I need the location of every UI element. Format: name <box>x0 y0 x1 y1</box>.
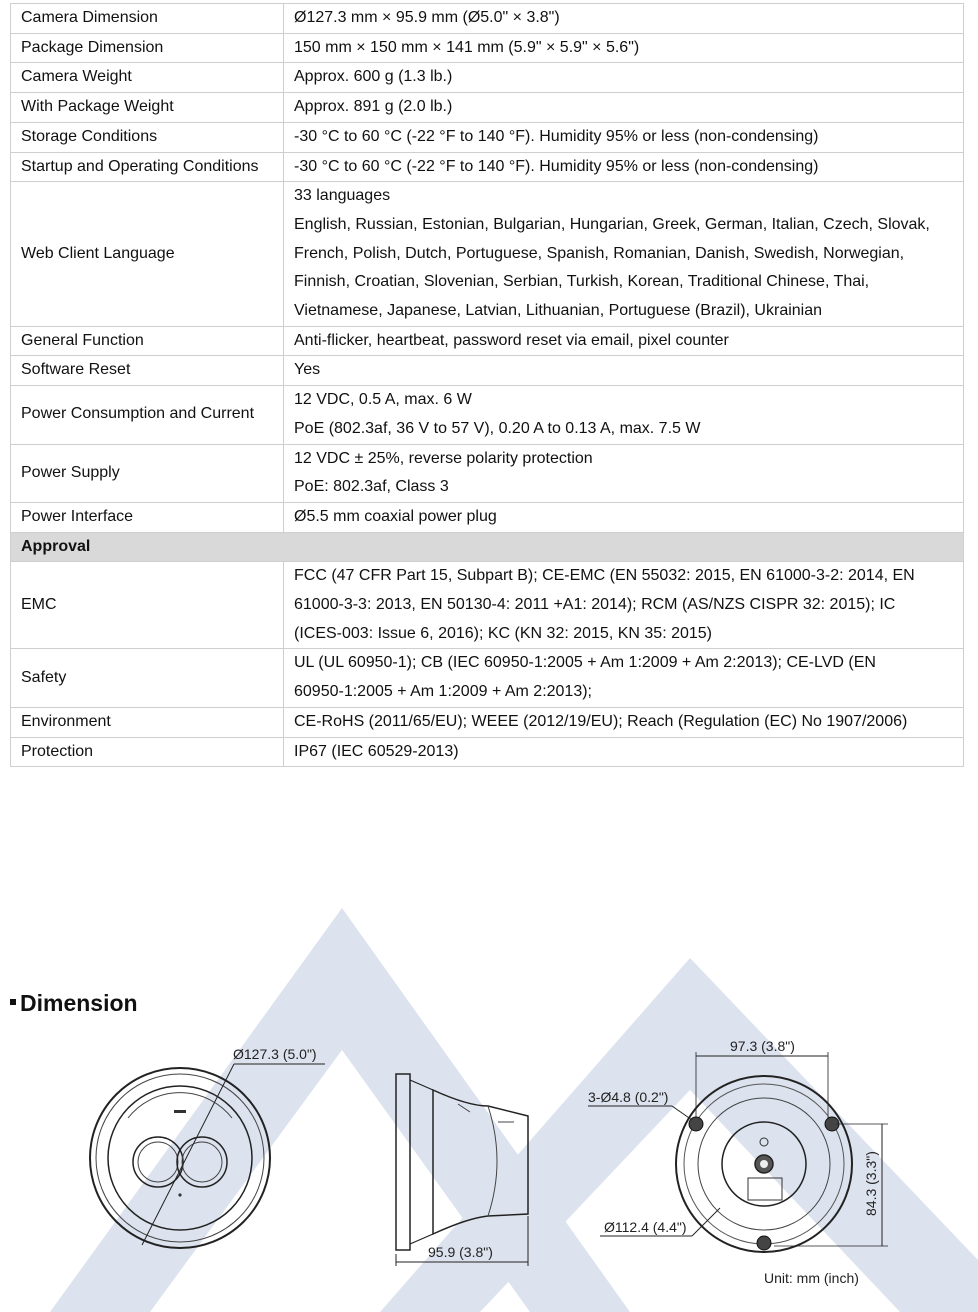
spec-row <box>11 737 964 767</box>
spec-label: Environment <box>11 707 284 737</box>
spec-value-line: 33 languages <box>294 187 391 205</box>
spec-label: Camera Dimension <box>11 4 284 34</box>
spec-value-line: Ø5.5 mm coaxial power plug <box>294 507 497 525</box>
spec-row <box>11 562 964 649</box>
base-spacing-label: 97.3 (3.8") <box>730 1038 795 1054</box>
spec-value-line: -30 °C to 60 °C (-22 °F to 140 °F). Humidity 95% or less (non-condensing) <box>294 157 819 175</box>
spec-row <box>11 122 964 152</box>
spec-label: Web Client Language <box>11 182 284 327</box>
spec-value <box>284 33 964 63</box>
spec-label: Storage Conditions <box>11 122 284 152</box>
spec-label: EMC <box>11 562 284 649</box>
spec-value-line: 12 VDC, 0.5 A, max. 6 W <box>294 391 472 409</box>
spec-value-line: 150 mm × 150 mm × 141 mm (5.9" × 5.9" × 5.6") <box>294 38 640 56</box>
section-heading: Approval <box>11 532 964 562</box>
spec-value-line: 61000-3-3: 2013, EN 50130-4: 2011 +A1: 2014); RCM (AS/NZS CISPR 32: 2015); IC <box>294 596 896 614</box>
spec-value-line: Ø127.3 mm × 95.9 mm (Ø5.0" × 3.8") <box>294 9 560 26</box>
spec-value <box>284 707 964 737</box>
spec-value <box>284 562 964 649</box>
spec-value-line: (ICES-003: Issue 6, 2016); KC (KN 32: 2015, KN 35: 2015) <box>294 624 712 642</box>
side-depth-label: 95.9 (3.8") <box>428 1244 493 1260</box>
spec-row <box>11 63 964 93</box>
spec-value <box>284 356 964 386</box>
spec-value <box>284 737 964 767</box>
spec-value-line: Approx. 600 g (1.3 lb.) <box>294 68 453 86</box>
spec-value-line: PoE: 802.3af, Class 3 <box>294 478 449 496</box>
dimension-heading <box>10 990 138 1017</box>
base-view-drawing <box>580 1036 900 1266</box>
spec-label: Power Interface <box>11 502 284 532</box>
dimension-title-text: Dimension <box>20 990 138 1016</box>
spec-row <box>11 649 964 707</box>
spec-value-line: CE-RoHS (2011/65/EU); WEEE (2012/19/EU); Reach (Regulation (EC) No 1907/2006) <box>294 712 908 730</box>
spec-row <box>11 444 964 502</box>
spec-value <box>284 649 964 707</box>
spec-value <box>284 182 964 327</box>
spec-value <box>284 4 964 34</box>
spec-label: General Function <box>11 326 284 356</box>
base-holes-label: 3-Ø4.8 (0.2") <box>588 1089 669 1105</box>
spec-value <box>284 386 964 444</box>
spec-value-line: Yes <box>294 361 321 379</box>
spec-value <box>284 122 964 152</box>
spec-label: Package Dimension <box>11 33 284 63</box>
spec-value-line: Approx. 891 g (2.0 lb.) <box>294 98 453 116</box>
spec-value <box>284 152 964 182</box>
spec-value <box>284 502 964 532</box>
spec-value-line: French, Polish, Dutch, Portuguese, Spanish, Romanian, Danish, Swedish, Norwegian, <box>294 244 905 262</box>
spec-label: Protection <box>11 737 284 767</box>
spec-row <box>11 93 964 123</box>
square-bullet-icon <box>10 999 16 1005</box>
spec-value-line: IP67 (IEC 60529-2013) <box>294 742 459 760</box>
spec-value-line: UL (UL 60950-1); CB (IEC 60950-1:2005 + Am 1:2009 + Am 2:2013); CE-LVD (EN <box>294 654 876 672</box>
spec-value <box>284 326 964 356</box>
spec-label: Power Supply <box>11 444 284 502</box>
spec-value-line: Vietnamese, Japanese, Latvian, Lithuanian, Portuguese (Brazil), Ukrainian <box>294 302 823 320</box>
spec-table <box>10 3 964 767</box>
side-view-drawing <box>388 1066 548 1276</box>
spec-row <box>11 152 964 182</box>
spec-value-line: PoE (802.3af, 36 V to 57 V), 0.20 A to 0.13 A, max. 7.5 W <box>294 419 701 437</box>
spec-row <box>11 4 964 34</box>
spec-row <box>11 386 964 444</box>
unit-note: Unit: mm (inch) <box>764 1270 859 1286</box>
spec-value-line: 60950-1:2005 + Am 1:2009 + Am 2:2013); <box>294 683 592 701</box>
spec-label: Safety <box>11 649 284 707</box>
base-diameter-label: Ø112.4 (4.4") <box>604 1219 687 1235</box>
spec-row <box>11 182 964 327</box>
spec-value-line: -30 °C to 60 °C (-22 °F to 140 °F). Humidity 95% or less (non-condensing) <box>294 127 819 145</box>
spec-label: Software Reset <box>11 356 284 386</box>
spec-value <box>284 63 964 93</box>
spec-value <box>284 444 964 502</box>
spec-row <box>11 33 964 63</box>
spec-value-line: 12 VDC ± 25%, reverse polarity protection <box>294 449 593 467</box>
section-row-approval <box>11 532 964 562</box>
spec-row <box>11 356 964 386</box>
spec-label: Startup and Operating Conditions <box>11 152 284 182</box>
spec-value <box>284 93 964 123</box>
spec-value-line: English, Russian, Estonian, Bulgarian, Hungarian, Greek, German, Italian, Czech, Slovak, <box>294 215 930 233</box>
spec-row <box>11 326 964 356</box>
spec-label: Power Consumption and Current <box>11 386 284 444</box>
spec-value-line: Anti-flicker, heartbeat, password reset via email, pixel counter <box>294 331 729 349</box>
spec-value-line: FCC (47 CFR Part 15, Subpart B); CE-EMC (EN 55032: 2015, EN 61000-3-2: 2014, EN <box>294 567 915 585</box>
spec-value-line: Finnish, Croatian, Slovenian, Serbian, Turkish, Korean, Traditional Chinese, Thai, <box>294 273 870 291</box>
base-height-label: 84.3 (3.3") <box>863 1151 879 1216</box>
front-diameter-label: Ø127.3 (5.0") <box>233 1046 317 1062</box>
front-view-drawing <box>80 1040 317 1250</box>
spec-label: With Package Weight <box>11 93 284 123</box>
spec-label: Camera Weight <box>11 63 284 93</box>
spec-row <box>11 707 964 737</box>
spec-row <box>11 502 964 532</box>
